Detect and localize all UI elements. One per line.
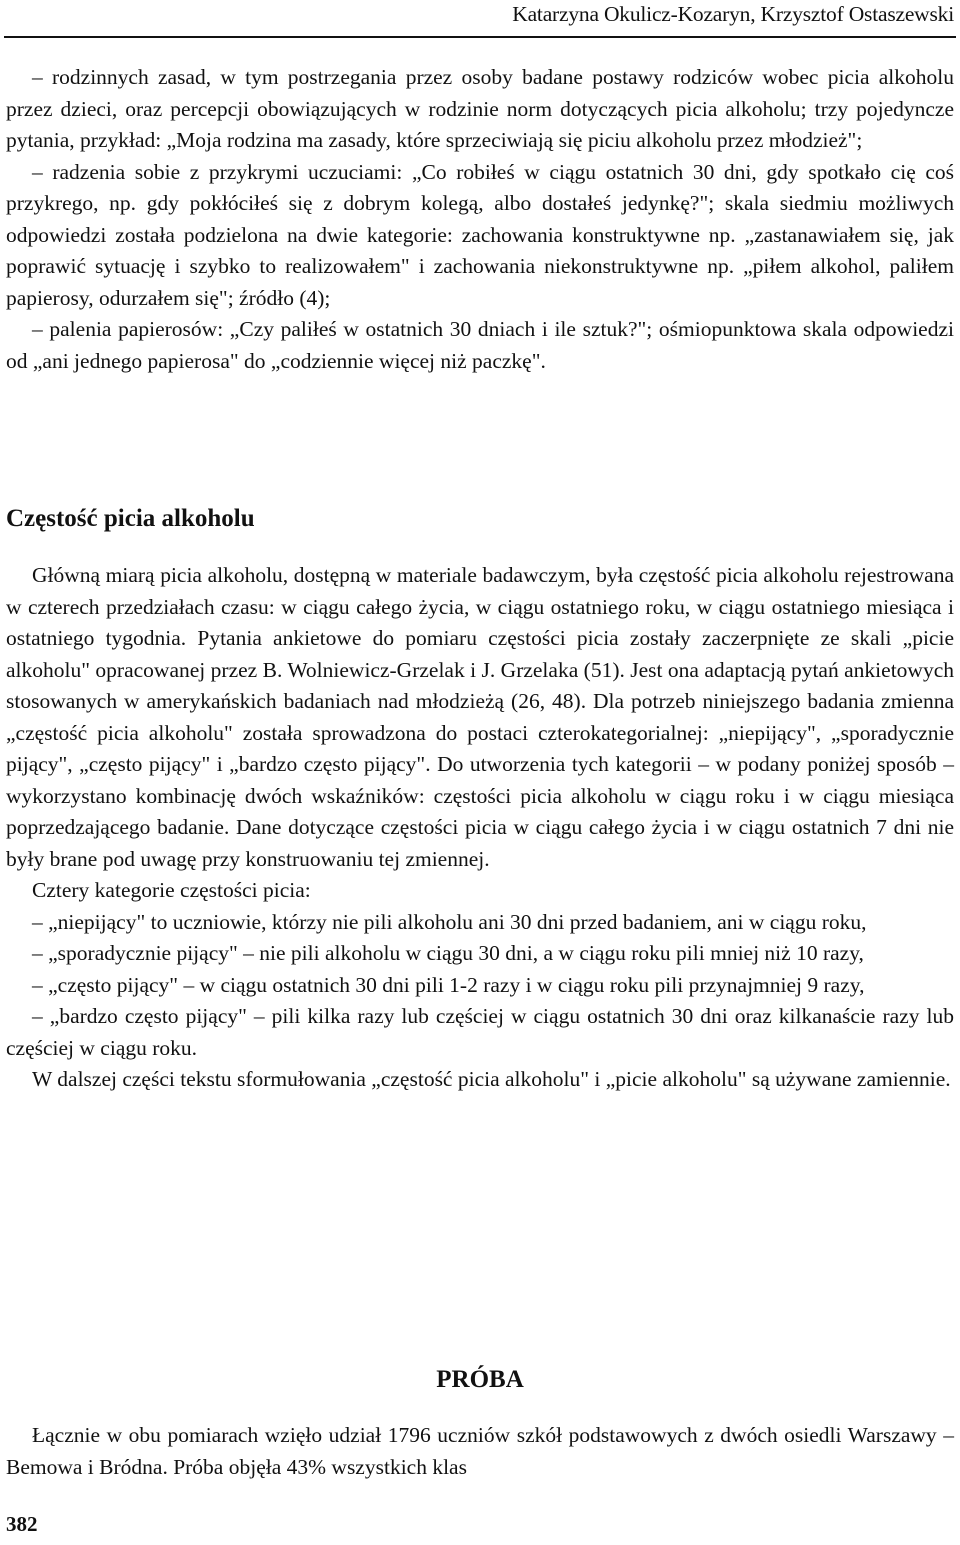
section-body bbox=[6, 560, 954, 1096]
page-number: 382 bbox=[6, 1512, 38, 1536]
intro-list-block bbox=[6, 62, 954, 377]
proba-body bbox=[6, 1420, 954, 1483]
intro-item-coping: – radzenia sobie z przykrymi uczuciami: „Co robiłeś w ciągu ostatnich 30 dni, gdy spotkało cię coś przykrego, np. gdy pokłóciłeś się z dobrym kolegą, albo dostałeś jedynkę?"; skala siedmiu możliwych odpowiedzi została podzielona na dwie kategorie: zachowania konstruktywne np. „zastanawiałem się, jak poprawić sytuację i szybko to realizowałem" i zachowania niekonstruktywne np. „piłem alkohol, paliłem papierosy, odurzałem się"; źródło (4); bbox=[6, 159, 954, 310]
proba-heading: PRÓBA bbox=[436, 1366, 524, 1393]
section-paragraph-3: W dalszej części tekstu sformułowania „częstość picia alkoholu" i „picie alkoholu" są używane zamiennie. bbox=[32, 1067, 951, 1091]
section-paragraph-1: Główną miarą picia alkoholu, dostępną w materiale badawczym, była częstość picia alkoholu rejestrowana w czterech przedziałach czasu: w ciągu całego życia, w ciągu ostatniego roku, w ciągu ostatniego miesiąca i ostatniego tygodnia. Pytania ankietowe do pomiaru częstości picia zostały zaczerpnięte ze skali „picie alkoholu" opracowanej przez B. Wolniewicz-Grzelak i J. Grzelaka (51). Jest ona adaptacją pytań ankietowych stosowanych w amerykańskich badaniach nad młodzieżą (26, 48). Dla potrzeb niniejszego badania zmienna „częstość picia alkoholu" została sprowadzona do postaci czterokategorialnej: „niepijący", „sporadycznie pijący", „często pijący" i „bardzo często pijący". Do utworzenia tych kategorii – w podany poniżej sposób – wykorzystano kombinację dwóch wskaźników: częstości picia alkoholu w ciągu roku i w ciągu miesiąca poprzedzającego badanie. Dane dotyczące częstości picia w ciągu całego życia i w ciągu ostatnich 7 dni nie były brane pod uwagę przy konstruowaniu tej zmiennej. bbox=[6, 563, 954, 871]
header-rule bbox=[4, 36, 956, 38]
category-item-niepijacy: – „niepijący" to uczniowie, którzy nie pili alkoholu ani 30 dni przed badaniem, ani w ciągu roku, bbox=[32, 909, 867, 934]
running-header-authors: Katarzyna Okulicz-Kozaryn, Krzysztof Ostaszewski bbox=[512, 2, 954, 26]
section-heading: Częstość picia alkoholu bbox=[6, 505, 255, 532]
intro-item-smoking: – palenia papierosów: „Czy paliłeś w ostatnich 30 dniach i ile sztuk?"; ośmiopunktowa skala odpowiedzi od „ani jednego papierosa" do „codziennie więcej niż paczkę". bbox=[6, 317, 954, 373]
category-item-sporadycznie: – „sporadycznie pijący" – nie pili alkoholu w ciągu 30 dni, a w ciągu roku pili mniej niż 10 razy, bbox=[32, 941, 864, 965]
intro-item-family-rules: – rodzinnych zasad, w tym postrzegania przez osoby badane postawy rodziców wobec picia alkoholu przez dzieci, oraz percepcji obowiązujących w rodzinie norm dotyczących picia alkoholu; trzy pojedyncze pytania, przykład: „Moja rodzina ma zasady, które sprzeciwiają się piciu alkoholu przez młodzież"; bbox=[6, 65, 954, 152]
category-item-czesto: – „często pijący" – w ciągu ostatnich 30 dni pili 1-2 razy i w ciągu roku pili przynajmniej 9 razy, bbox=[32, 972, 865, 997]
section-paragraph-2: Cztery kategorie częstości picia: bbox=[32, 878, 311, 902]
proba-paragraph: Łącznie w obu pomiarach wzięło udział 1796 uczniów szkół podstawowych z dwóch osiedli Warszawy – Bemowa i Bródna. Próba objęła 43% wszystkich klas bbox=[6, 1423, 954, 1479]
category-item-bardzo-czesto: – „bardzo często pijący" – pili kilka razy lub częściej w ciągu ostatnich 30 dni oraz kilkanaście razy lub częściej w ciągu roku. bbox=[6, 1004, 954, 1060]
